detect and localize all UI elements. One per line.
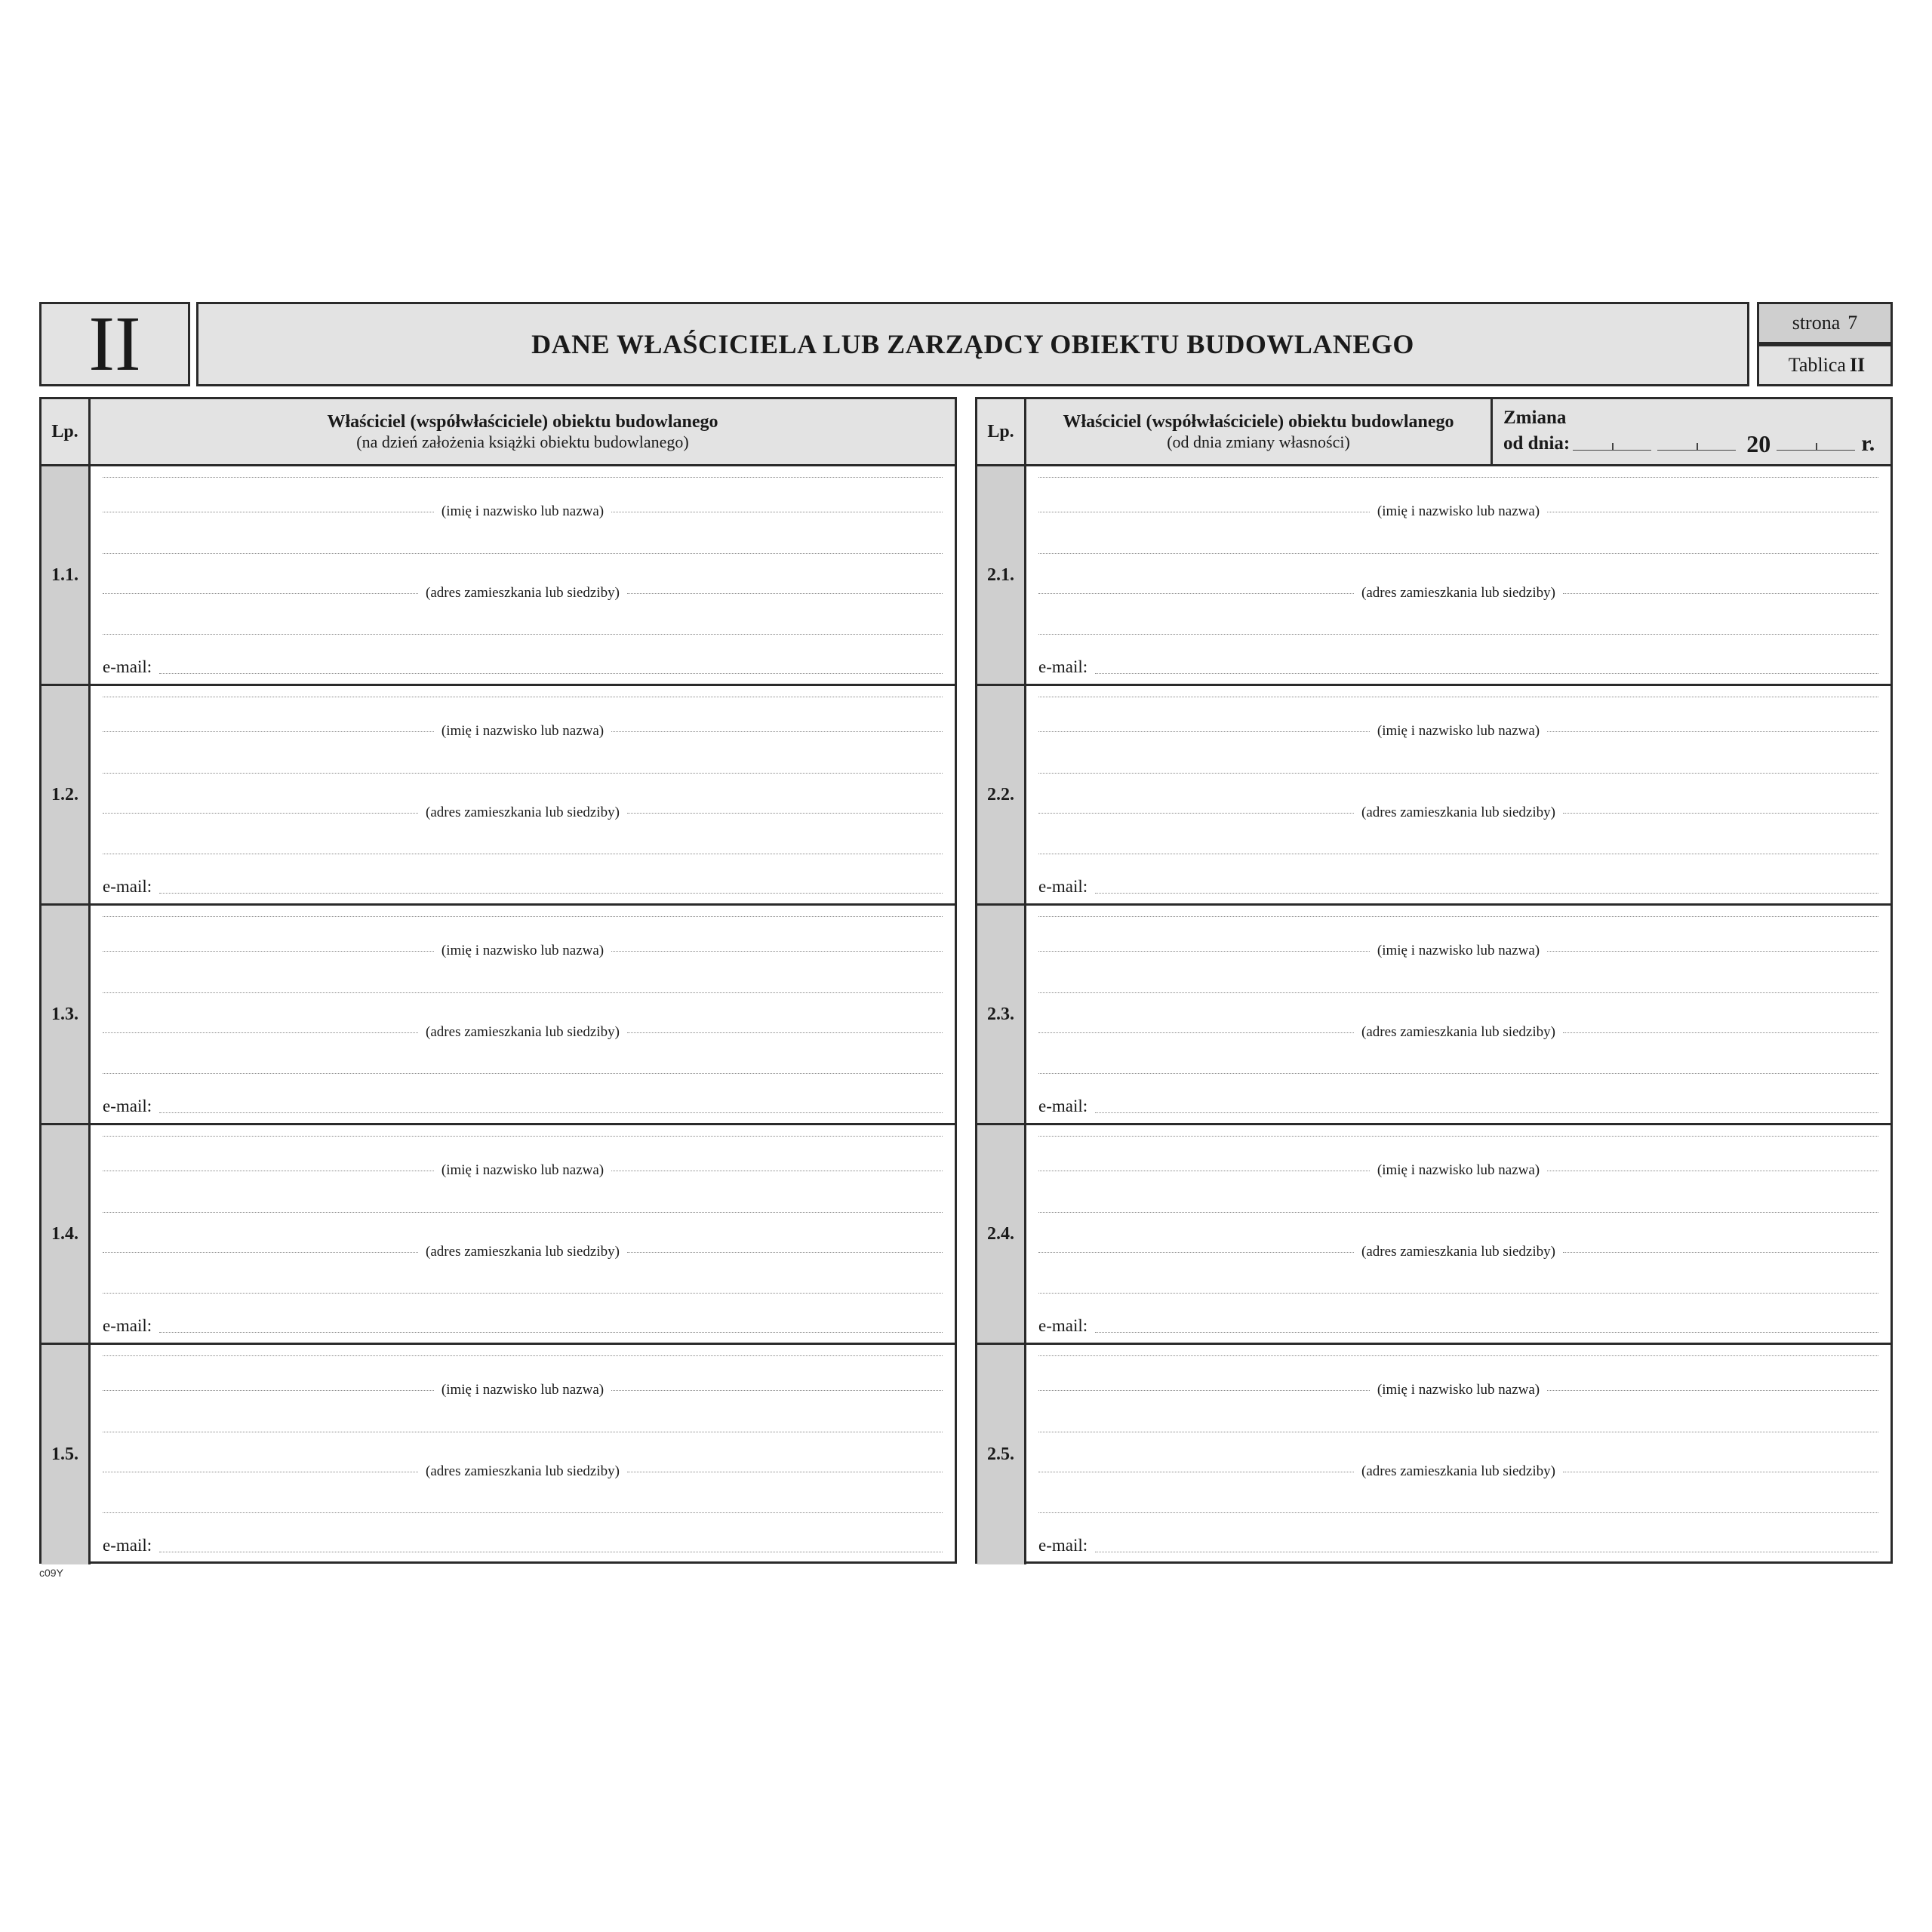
email-label: e-mail: [1038,877,1088,896]
owner-entry [1026,1345,1890,1564]
dotted-line [1038,1212,1878,1213]
address-field[interactable] [1038,1244,1878,1260]
owner-entry [91,466,955,684]
dotted-line [1038,992,1878,993]
address-hint: (adres zamieszkania lub siedziby) [426,585,620,601]
table-header [42,399,955,466]
dotted-line [103,1355,943,1356]
address-field[interactable] [103,585,943,601]
dotted-line [103,1293,943,1294]
name-hint: (imię i nazwisko lub nazwa) [441,723,605,739]
address-hint: (adres zamieszkania lub siedziby) [1361,1244,1555,1260]
email-field[interactable] [103,1097,943,1115]
table-row [977,686,1890,906]
dotted-line [103,773,943,774]
table-row [42,686,955,906]
owner-column-subtitle: (od dnia zmiany własności) [1167,432,1350,451]
table-rows [42,466,955,1561]
email-field[interactable] [1038,658,1878,676]
od-dnia-label: od dnia: [1503,433,1571,454]
dotted-line [1038,634,1878,635]
email-label: e-mail: [1038,657,1088,676]
address-field[interactable] [103,1244,943,1260]
name-field[interactable] [103,1162,943,1179]
owner-entry [91,1125,955,1343]
email-label: e-mail: [103,1316,152,1335]
owners-table-initial [39,397,957,1564]
row-number: 2.1. [977,466,1026,684]
name-hint: (imię i nazwisko lub nazwa) [1377,1382,1540,1398]
owner-entry [1026,1125,1890,1343]
email-field[interactable] [103,658,943,676]
email-field[interactable] [103,1537,943,1555]
strona-label: strona [1792,312,1841,334]
email-label: e-mail: [103,877,152,896]
dotted-line [103,1136,943,1137]
email-label: e-mail: [1038,1316,1088,1335]
tablica-label: Tablica [1788,354,1846,376]
form-title: DANE WŁAŚCICIELA LUB ZARZĄDCY OBIEKTU BUDOWLANEGO [196,302,1749,386]
address-field[interactable] [1038,804,1878,821]
dotted-line [1038,1136,1878,1137]
owner-column-subtitle: (na dzień założenia książki obiektu budowlanego) [356,432,689,451]
name-field[interactable] [103,1382,943,1398]
table-row [42,906,955,1125]
dotted-line [1038,773,1878,774]
dotted-line [103,916,943,917]
name-field[interactable] [1038,1382,1878,1398]
year-suffix: r. [1861,431,1875,456]
name-hint: (imię i nazwisko lub nazwa) [441,1162,605,1178]
owner-entry [1026,906,1890,1123]
table-row [977,1125,1890,1345]
row-number: 1.5. [42,1345,91,1564]
lp-header: Lp. [977,399,1026,464]
dotted-line [1038,553,1878,554]
strona-number: 7 [1847,312,1858,334]
name-field[interactable] [103,503,943,520]
name-hint: (imię i nazwisko lub nazwa) [1377,943,1540,958]
address-hint: (adres zamieszkania lub siedziby) [426,1244,620,1260]
section-numeral: II [39,302,190,386]
dotted-line [1038,1073,1878,1074]
address-hint: (adres zamieszkania lub siedziby) [1361,804,1555,820]
dotted-line [103,1073,943,1074]
form-code: c09Y [39,1567,63,1579]
row-number: 2.4. [977,1125,1026,1343]
address-field[interactable] [1038,1024,1878,1041]
name-field[interactable] [1038,723,1878,740]
address-field[interactable] [1038,585,1878,601]
name-hint: (imię i nazwisko lub nazwa) [1377,723,1540,739]
owner-column-header [1026,399,1491,464]
owner-column-title: Właściciel (współwłaściciele) obiektu budowlanego [327,412,718,432]
address-field[interactable] [103,1024,943,1041]
dotted-line [103,1512,943,1513]
name-field[interactable] [103,943,943,959]
year-field[interactable] [1777,442,1855,451]
name-hint: (imię i nazwisko lub nazwa) [441,943,605,958]
email-field[interactable] [1038,1097,1878,1115]
owner-column-header [91,399,955,464]
address-field[interactable] [103,804,943,821]
address-hint: (adres zamieszkania lub siedziby) [1361,585,1555,601]
table-header [977,399,1890,466]
name-hint: (imię i nazwisko lub nazwa) [441,1382,605,1398]
email-label: e-mail: [1038,1536,1088,1555]
name-field[interactable] [103,723,943,740]
dotted-line [103,1212,943,1213]
table-row [977,906,1890,1125]
email-field[interactable] [1038,878,1878,896]
row-number: 1.3. [42,906,91,1123]
dotted-line [1038,1355,1878,1356]
year-prefix: 20 [1746,430,1771,457]
dotted-line [1038,916,1878,917]
row-number: 2.2. [977,686,1026,903]
table-row [42,466,955,686]
lp-header: Lp. [42,399,91,464]
name-field[interactable] [1038,943,1878,959]
address-field[interactable] [1038,1463,1878,1480]
email-field[interactable] [103,878,943,896]
email-label: e-mail: [103,1536,152,1555]
address-hint: (adres zamieszkania lub siedziby) [426,804,620,820]
dotted-line [1038,1512,1878,1513]
name-hint: (imię i nazwisko lub nazwa) [1377,1162,1540,1178]
day-field[interactable] [1573,442,1651,451]
table-id-box [1757,344,1893,386]
month-field[interactable] [1657,442,1736,451]
row-number: 1.1. [42,466,91,684]
address-hint: (adres zamieszkania lub siedziby) [426,1024,620,1040]
address-field[interactable] [103,1463,943,1480]
name-hint: (imię i nazwisko lub nazwa) [441,503,605,519]
table-rows [977,466,1890,1561]
owner-column-title: Właściciel (współwłaściciele) obiektu budowlanego [1063,412,1454,432]
address-hint: (adres zamieszkania lub siedziby) [426,1463,620,1479]
row-number: 2.3. [977,906,1026,1123]
name-field[interactable] [1038,503,1878,520]
zmiana-label: Zmiana [1503,408,1567,428]
name-field[interactable] [1038,1162,1878,1179]
owner-entry [91,906,955,1123]
email-field[interactable] [1038,1537,1878,1555]
email-field[interactable] [103,1317,943,1335]
change-date-header [1491,399,1890,464]
dotted-line [103,477,943,478]
dotted-line [103,992,943,993]
owner-entry [1026,686,1890,903]
email-field[interactable] [1038,1317,1878,1335]
address-hint: (adres zamieszkania lub siedziby) [1361,1463,1555,1479]
owner-entry [1026,466,1890,684]
page-number-box [1757,302,1893,344]
email-label: e-mail: [103,1097,152,1115]
change-date-row [1503,431,1890,457]
dotted-line [1038,1293,1878,1294]
owner-entry [91,1345,955,1564]
table-row [977,1345,1890,1564]
table-row [42,1345,955,1564]
table-row [42,1125,955,1345]
email-label: e-mail: [103,657,152,676]
owners-table-change [975,397,1893,1564]
row-number: 2.5. [977,1345,1026,1564]
dotted-line [103,553,943,554]
row-number: 1.2. [42,686,91,903]
dotted-line [103,634,943,635]
table-row [977,466,1890,686]
owner-entry [91,686,955,903]
row-number: 1.4. [42,1125,91,1343]
tablica-value: II [1849,354,1866,376]
email-label: e-mail: [1038,1097,1088,1115]
address-hint: (adres zamieszkania lub siedziby) [1361,1024,1555,1040]
name-hint: (imię i nazwisko lub nazwa) [1377,503,1540,519]
dotted-line [1038,477,1878,478]
